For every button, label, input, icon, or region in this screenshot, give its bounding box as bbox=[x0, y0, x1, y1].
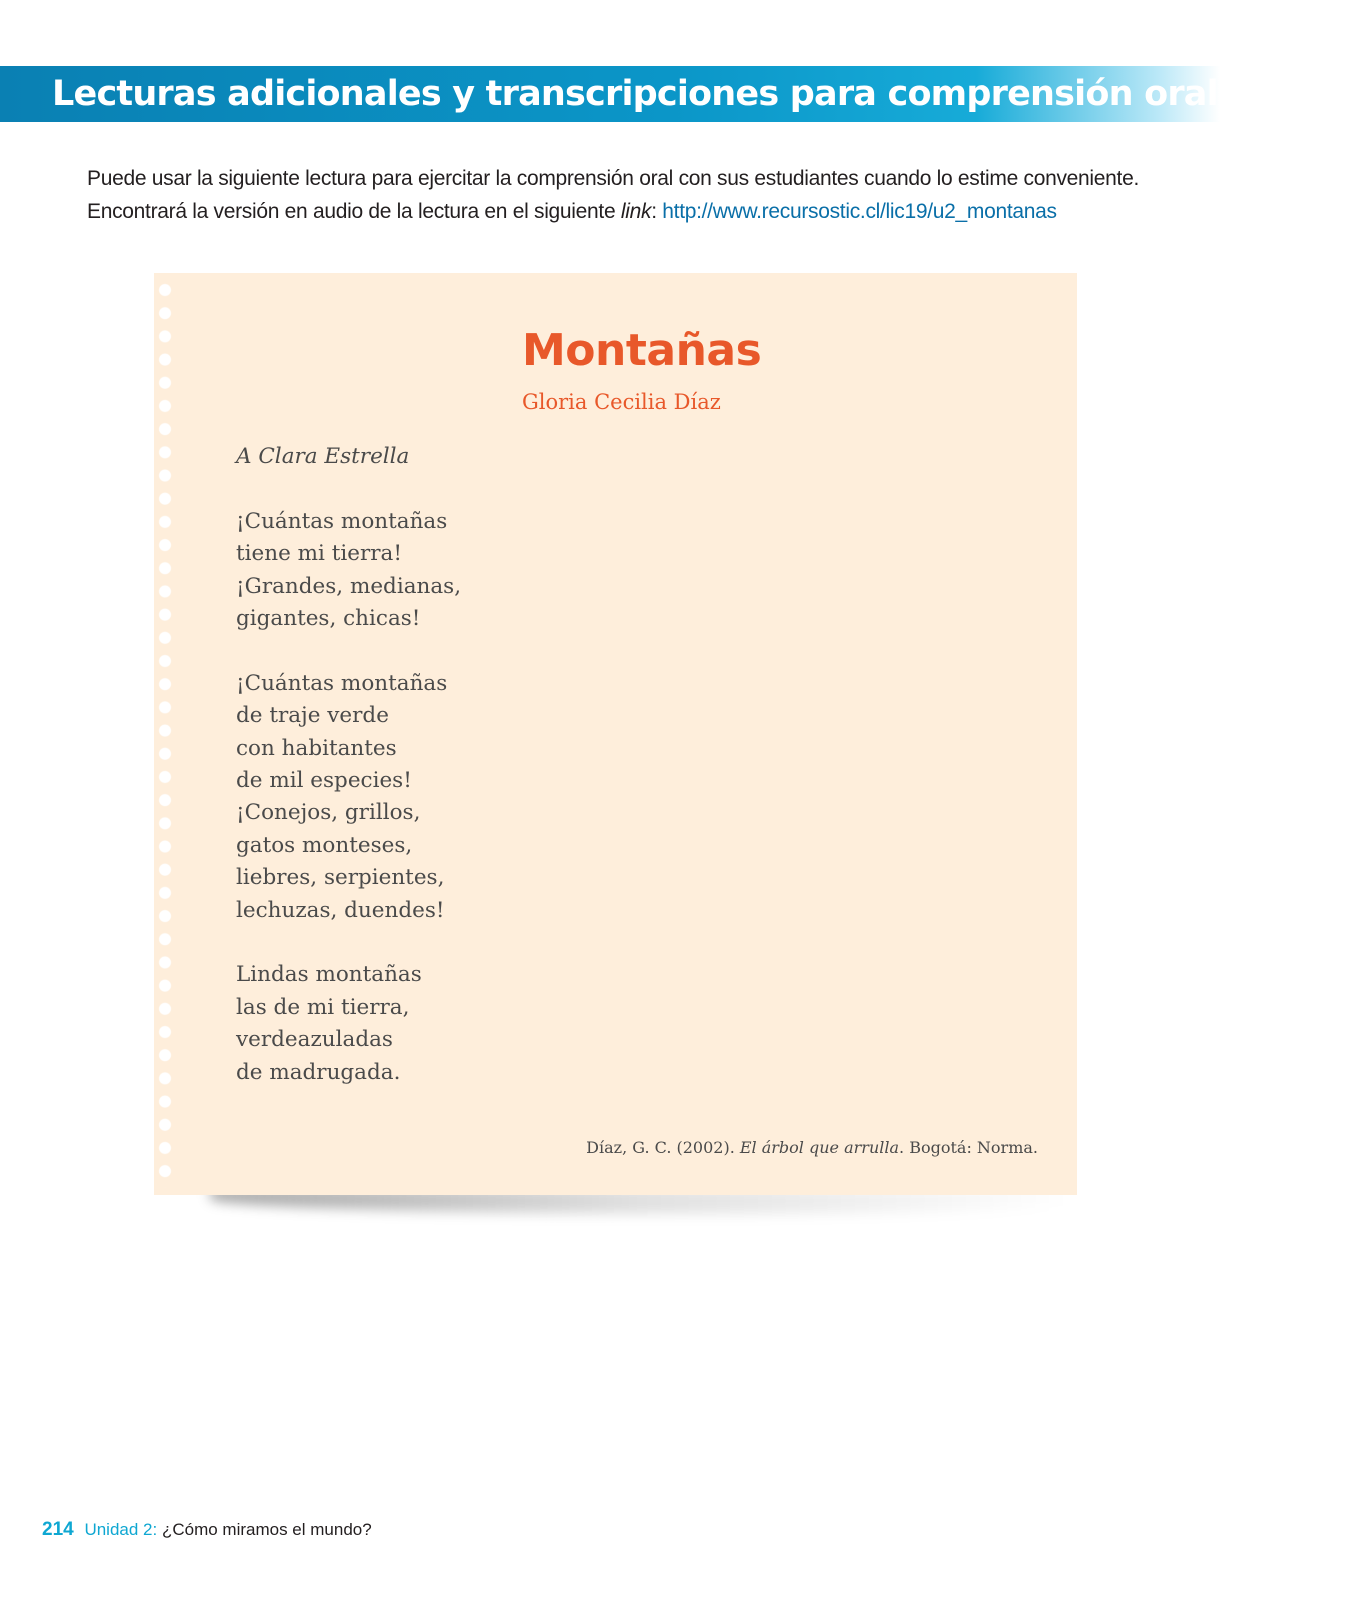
poem-stanza bbox=[236, 506, 461, 636]
audio-link[interactable]: http://www.recursostic.cl/lic19/u2_montanas bbox=[662, 200, 1057, 223]
paper-punch-holes bbox=[157, 282, 173, 1188]
poem-title: Montañas bbox=[522, 325, 762, 376]
poem-line: liebres, serpientes, bbox=[236, 865, 445, 891]
poem-line: de madrugada. bbox=[236, 1059, 401, 1085]
poem-line: Lindas montañas bbox=[236, 962, 422, 988]
poem-line: de mil especies! bbox=[236, 768, 412, 794]
poem-line: verdeazuladas bbox=[236, 1027, 393, 1053]
citation-prefix: Díaz, G. C. (2002). bbox=[586, 1138, 740, 1157]
section-title: Lecturas adicionales y transcripciones para comprensión oral bbox=[52, 74, 1218, 114]
intro-link-word: link bbox=[620, 200, 652, 223]
page-footer bbox=[42, 1517, 372, 1543]
poem-body bbox=[236, 441, 461, 1121]
poem-line: ¡Grandes, medianas, bbox=[236, 573, 462, 599]
poem-line: de traje verde bbox=[236, 703, 389, 729]
intro-colon: : bbox=[651, 200, 663, 223]
poem-line: ¡Cuántas montañas bbox=[236, 670, 448, 696]
poem-line: ¡Conejos, grillos, bbox=[236, 800, 421, 826]
intro-line-2-prefix: Encontrará la versión en audio de la lectura en el siguiente bbox=[87, 200, 621, 223]
poem-stanza bbox=[236, 668, 461, 927]
poem-citation bbox=[586, 1136, 1038, 1160]
poem-line: tiene mi tierra! bbox=[236, 541, 402, 567]
poem-line: lechuzas, duendes! bbox=[236, 897, 445, 923]
intro-text bbox=[87, 162, 1307, 228]
citation-book-title: El árbol que arrulla bbox=[739, 1138, 900, 1157]
unit-label: Unidad 2: bbox=[84, 1520, 158, 1539]
poem-dedication: A Clara Estrella bbox=[236, 444, 410, 469]
poem-line: gigantes, chicas! bbox=[236, 606, 421, 632]
unit-title: ¿Cómo miramos el mundo? bbox=[161, 1520, 372, 1539]
poem-line: ¡Cuántas montañas bbox=[236, 508, 448, 534]
poem-stanza bbox=[236, 959, 461, 1089]
poem-author: Gloria Cecilia Díaz bbox=[522, 390, 721, 414]
section-banner bbox=[0, 66, 1220, 122]
intro-line-2 bbox=[87, 195, 1307, 228]
poem-line: las de mi tierra, bbox=[236, 994, 410, 1020]
intro-line-1: Puede usar la siguiente lectura para ejercitar la comprensión oral con sus estudiantes cuando lo estime conveniente. bbox=[87, 167, 1140, 190]
poem-line: con habitantes bbox=[236, 735, 397, 761]
poem-line: gatos monteses, bbox=[236, 832, 413, 858]
page-number: 214 bbox=[42, 1519, 74, 1540]
citation-suffix: . Bogotá: Norma. bbox=[899, 1138, 1038, 1157]
